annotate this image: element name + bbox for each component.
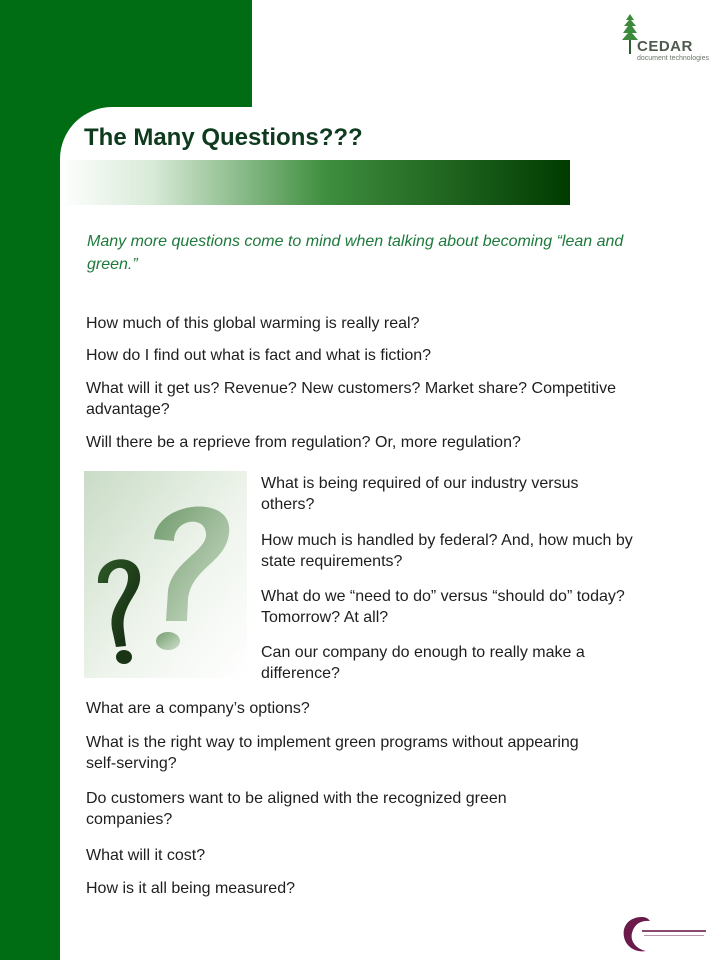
question-item: How much of this global warming is really real? <box>86 315 420 332</box>
question-item: Will there be a reprieve from regulation? Or, more regulation? <box>86 434 521 451</box>
footer-logo <box>620 915 712 955</box>
question-item: How do I find out what is fact and what is fiction? <box>86 347 432 364</box>
question-item: How much is handled by federal? And, how much by state requirements? <box>261 532 633 570</box>
cedar-logo <box>622 14 714 66</box>
question-item: What is being required of our industry versus others? <box>261 475 579 513</box>
question-item: What is the right way to implement green programs without appearing self-serving? <box>86 734 579 772</box>
question-item: What will it cost? <box>86 847 206 864</box>
cedar-tree-icon <box>622 14 638 54</box>
question-item: What are a company’s options? <box>86 700 310 717</box>
brand-name: CEDAR <box>637 38 693 55</box>
question-item: What do we “need to do” versus “should do” today? Tomorrow? At all? <box>261 588 625 626</box>
title-gradient-band <box>60 160 570 205</box>
question-mark-icon <box>84 471 247 678</box>
question-item: How is it all being measured? <box>86 880 295 897</box>
question-item: What will it get us? Revenue? New customers? Market share? Competitive advantage? <box>86 380 616 418</box>
brand-tagline: document technologies <box>637 55 709 62</box>
crescent-logo-icon <box>620 915 712 955</box>
question-mark-image <box>84 471 247 678</box>
header-green-block <box>0 0 252 107</box>
intro-text: Many more questions come to mind when talking about becoming “lean and green.” <box>87 233 624 273</box>
question-item: Can our company do enough to really make a difference? <box>261 644 585 682</box>
question-item: Do customers want to be aligned with the recognized green companies? <box>86 790 507 828</box>
page-title: The Many Questions??? <box>84 124 363 151</box>
left-green-bar <box>0 0 60 960</box>
